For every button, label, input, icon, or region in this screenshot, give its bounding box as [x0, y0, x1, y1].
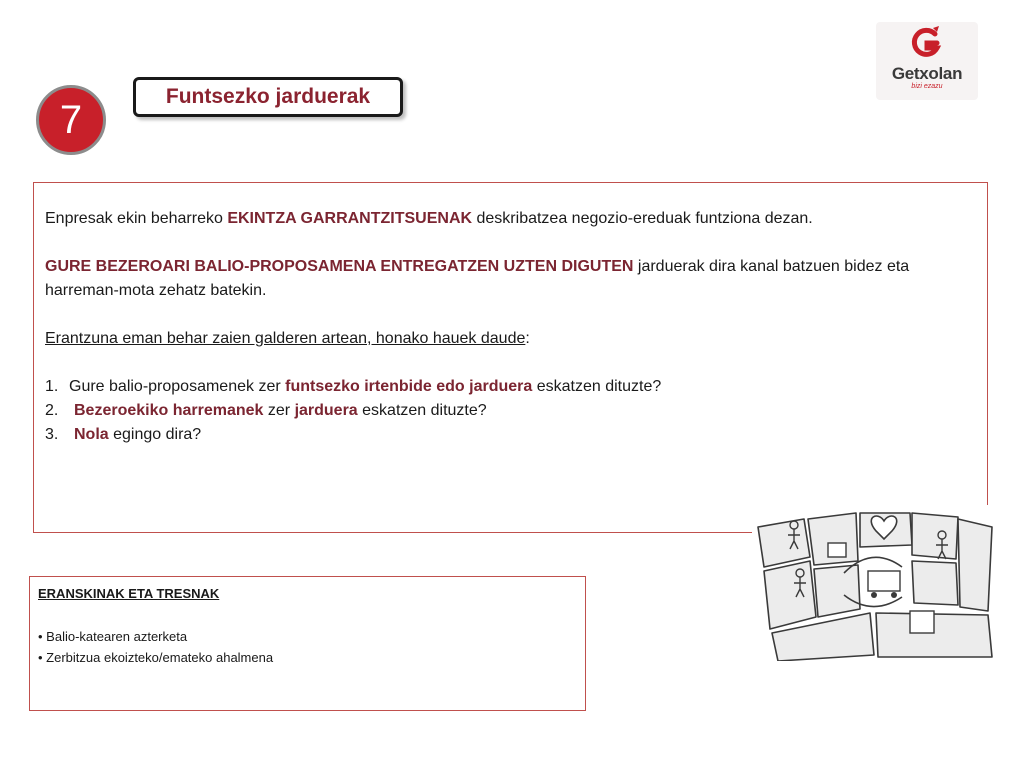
step-number-badge: 7 — [36, 85, 106, 155]
page-title: Funtsezko jarduerak — [133, 77, 403, 117]
definition-paragraph: GURE BEZEROARI BALIO-PROPOSAMENA ENTREGATZEN UZTEN DIGUTEN jarduerak dira kanal batzuen bidez eta harreman-mota zehatz batekin. — [45, 258, 910, 299]
questions-intro: Erantzuna eman behar zaien galderen artean, honako hauek daude: — [45, 330, 530, 347]
register-icon — [910, 611, 934, 633]
resources-box — [29, 576, 586, 711]
logo-mark-icon — [909, 26, 945, 60]
resources-list — [38, 626, 273, 668]
questions-list — [45, 375, 970, 447]
list-item: 2. Bezeroekiko harremanek zer jarduera eskatzen dituzte? — [45, 402, 487, 419]
intro-paragraph: Enpresak ekin beharreko EKINTZA GARRANTZITSUENAK deskribatzea negozio-ereduak funtziona dezan. — [45, 210, 813, 227]
resources-title: ERANSKINAK ETA TRESNAK — [38, 586, 220, 601]
list-item: 1. Gure balio-proposamenek zer funtsezko irtenbide edo jarduera eskatzen dituzte? — [45, 378, 662, 395]
list-item: • Balio-katearen azterketa — [38, 626, 273, 647]
getxolan-logo — [876, 22, 978, 100]
business-canvas-illustration — [752, 505, 997, 661]
list-item: 3. Nola egingo dira? — [45, 426, 202, 443]
business-model-canvas-sketch — [752, 505, 997, 661]
list-item: • Zerbitzua ekoizteko/emateko ahalmena — [38, 647, 273, 668]
description-box — [33, 182, 988, 533]
truck-icon — [868, 571, 900, 591]
logo-tagline: bizi ezazu — [911, 83, 943, 90]
logo-wordmark: Getxolan — [891, 64, 963, 83]
machine-icon — [828, 543, 846, 557]
